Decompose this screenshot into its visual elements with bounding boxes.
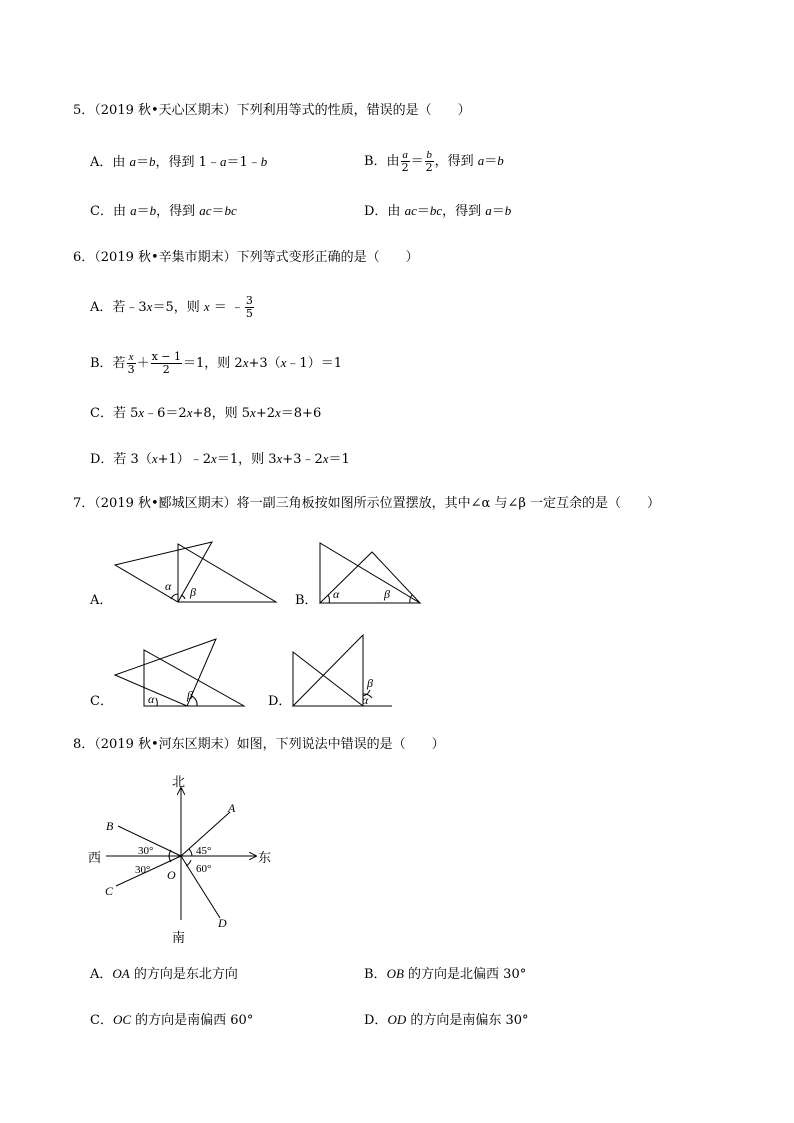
q7-label-d: D． [268, 694, 292, 709]
q7-figure-a [110, 538, 280, 608]
q5-option-d: D．由 ac＝bc，得到 a＝b [364, 203, 512, 219]
q7-label-c: C． [90, 694, 113, 709]
q7c-beta-label: β [187, 688, 193, 702]
compass-east-label: 东 [258, 850, 272, 865]
q7-label-b: B． [295, 593, 318, 608]
q7-stem: 7．（2019 秋•郾城区期末）将一副三角板按如图所示位置摆放，其中∠α 与∠β 一定互余的是（ ） [73, 496, 661, 511]
angle-d-label: 60° [196, 863, 212, 875]
point-b-label: B [106, 819, 114, 833]
q6-option-d: D．若 3（x+1）﹣2x＝1，则 3x+3﹣2x＝1 [90, 451, 350, 467]
q7d-alpha-label: α [362, 693, 369, 707]
point-d-label: D [218, 916, 227, 930]
q5-option-c: C．由 a＝b，得到 ac＝bc [90, 203, 237, 219]
q7c-alpha-label: α [148, 692, 155, 706]
q7-figure-d [290, 632, 396, 708]
point-o-label: O [167, 868, 176, 882]
q5-stem: 5．（2019 秋•天心区期末）下列利用等式的性质，错误的是（ ） [73, 103, 471, 118]
compass-south-label: 南 [172, 930, 186, 945]
q5-option-b: B．由 $\frac{a}{2}$ ＝ $\frac{b}{2}$ ，得到 a＝b [364, 149, 504, 174]
q7-figure-b [316, 540, 426, 606]
q6-option-b: B．若 $\frac{x}{3}$ ＋ $\frac{x - 1}{2}$ ＝1，则 2x+3（x﹣1）＝1 [90, 350, 342, 376]
q7d-beta-label: β [367, 676, 373, 690]
q6-stem: 6．（2019 秋•辛集市期末）下列等式变形正确的是（ ） [73, 250, 419, 265]
q7a-beta-label: β [190, 585, 196, 599]
q7-label-a: A． [90, 593, 113, 608]
angle-b-label: 30° [138, 845, 154, 857]
q7b-alpha-label: α [333, 587, 340, 601]
q7b-beta-label: β [384, 587, 390, 601]
q6-option-a: A．若﹣3x＝5，则 x ＝ ﹣ $\frac{3}{5}$ [90, 294, 253, 320]
point-c-label: C [105, 884, 114, 898]
q8-stem: 8．（2019 秋•河东区期末）如图，下列说法中错误的是（ ） [73, 737, 445, 752]
q7a-alpha-label: α [165, 579, 172, 593]
q7-figure-c [112, 636, 248, 708]
q8-option-b: B．OB 的方向是北偏西 30° [364, 966, 527, 982]
q8-option-c: C．OC 的方向是南偏西 60° [90, 1012, 254, 1028]
point-a-label: A [228, 801, 236, 815]
angle-c-label: 30° [135, 864, 151, 876]
compass-north-label: 北 [172, 774, 186, 789]
q8-compass-figure [88, 770, 278, 945]
angle-a-label: 45° [196, 845, 212, 857]
q5-option-a: A．由 a＝b，得到 1﹣a＝1﹣b [90, 154, 268, 170]
q8-option-d: D．OD 的方向是南偏东 30° [364, 1012, 529, 1028]
compass-west-label: 西 [88, 850, 102, 865]
q6-option-c: C．若 5x﹣6＝2x+8，则 5x+2x＝8+6 [90, 405, 322, 421]
q8-option-a: A．OA 的方向是东北方向 [90, 966, 238, 982]
